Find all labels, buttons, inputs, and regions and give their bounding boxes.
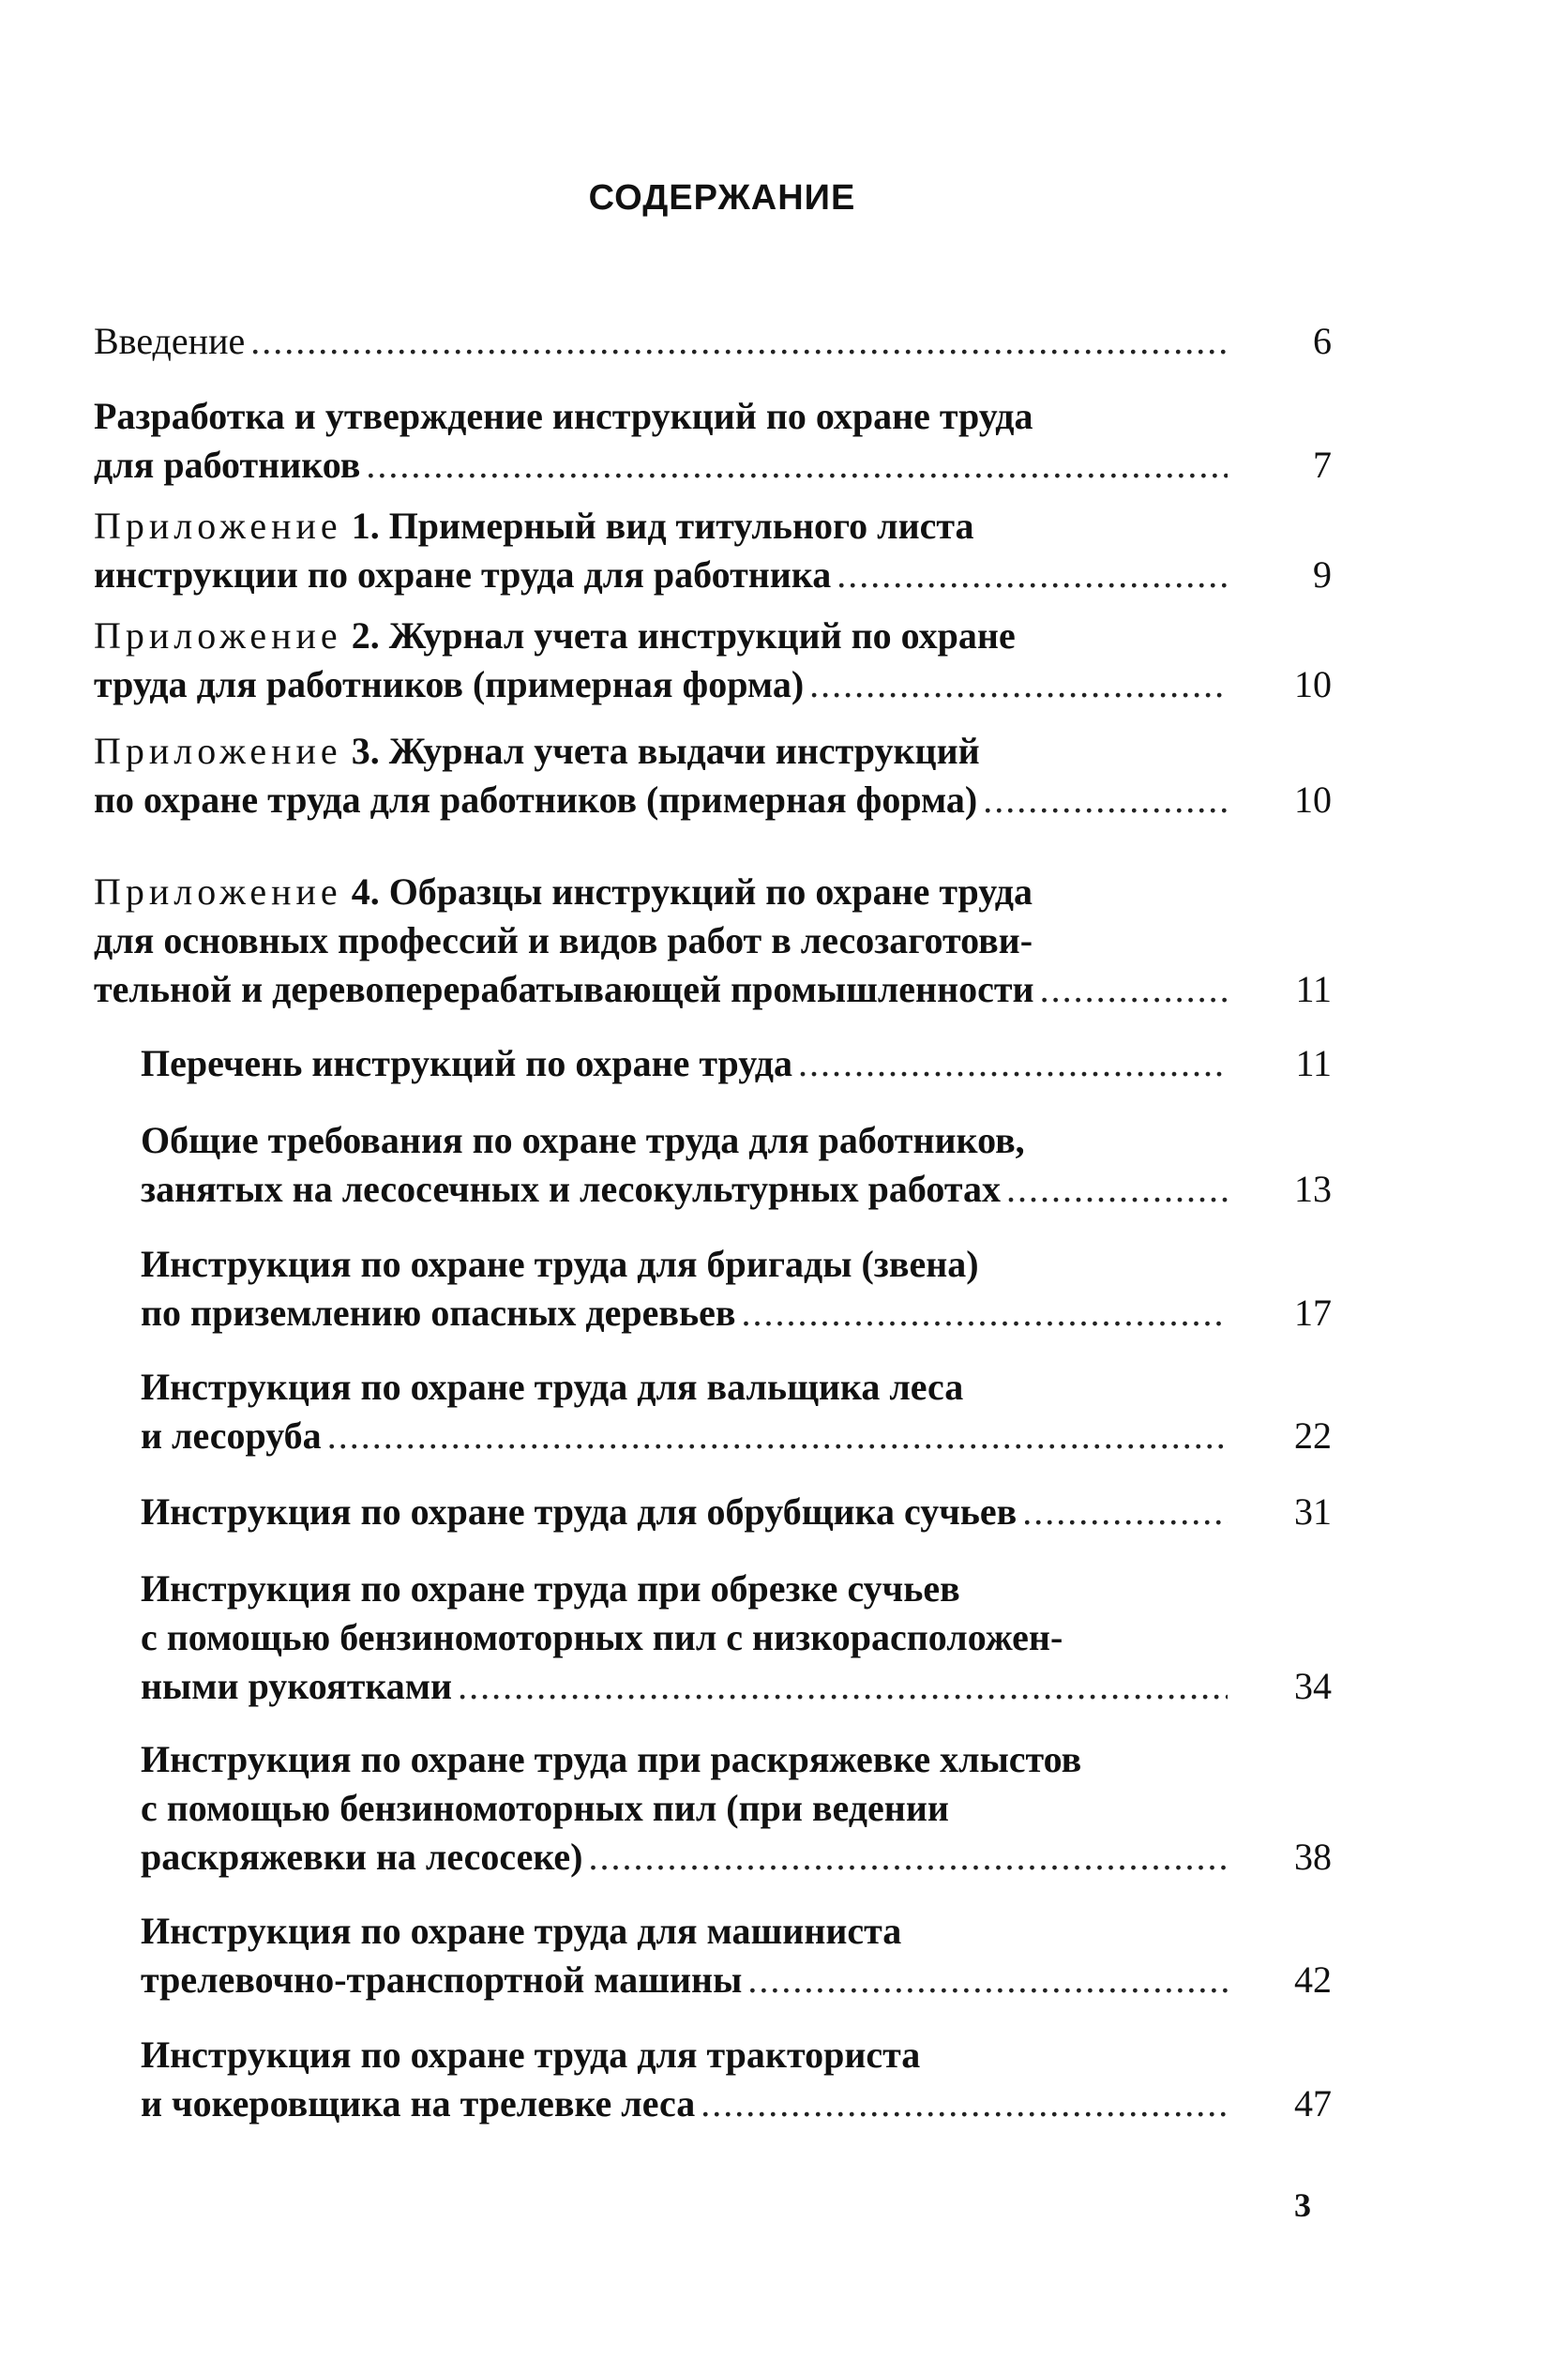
toc-entry-title-line: и лесоруба [141,1414,322,1457]
toc-page-number: 9 [1313,553,1332,596]
toc-entry-title-line: Инструкция по охране труда при обрезке сучьев [141,1567,960,1610]
toc-entry-title: Инструкция по охране труда для обрубщика сучьев [141,1490,1018,1533]
page-folio-number: 3 [1294,2186,1311,2224]
toc-page-number: 34 [1294,1665,1332,1707]
toc-entry-title-line: Общие требования по охране труда для работников, [141,1119,1025,1161]
toc-page-number: 6 [1313,320,1332,362]
toc-entry-title-line: тельной и деревоперерабатывающей промышленности [94,968,1034,1010]
toc-entry-title-line: Инструкция по охране труда для тракториста [141,2034,921,2076]
toc-entry-title-line: с помощью бензиномоторных пил (при ведении [141,1787,949,1829]
dot-leader [250,317,1228,366]
toc-page-number: 7 [1313,444,1332,486]
toc-entry-title-line: для работников [94,444,361,486]
toc-entry-title-line: 2. Журнал учета инструкций по охране [341,614,1016,657]
dot-leader [588,1833,1228,1882]
toc-entry-title-line: Инструкция по охране труда для вальщика леса [141,1366,964,1408]
appendix-label: Приложение [94,614,342,657]
dot-leader [327,1412,1228,1460]
toc-entry-title-line: занятых на лесосечных и лесокультурных работах [141,1168,1001,1210]
toc-entry-title-line: с помощью бензиномоторных пил с низкорасположен- [141,1616,1063,1658]
toc-page-number: 11 [1295,968,1332,1010]
appendix-label: Приложение [94,870,342,913]
toc-entry-title-line: Разработка и утверждение инструкций по охране труда [94,395,1033,437]
dot-leader [1040,965,1228,1014]
toc-page-number: 42 [1294,1958,1332,2001]
dot-leader [366,441,1228,490]
page-title: СОДЕРЖАНИЕ [588,178,856,218]
toc-entry-title-line: инструкции по охране труда для работника [94,553,832,596]
toc-entry-title-line: 4. Образцы инструкций по охране труда [341,870,1033,913]
toc-entry-title-line: труда для работников (примерная форма) [94,663,805,705]
dot-leader [809,660,1228,709]
dot-leader [798,1039,1228,1088]
toc-entry-title-line: Инструкция по охране труда при раскряжевке хлыстов [141,1738,1082,1780]
dot-leader [747,1956,1228,2004]
toc-entry-title-line: раскряжевки на лесосеке) [141,1836,583,1878]
toc-entry-title-line: по приземлению опасных деревьев [141,1292,736,1334]
toc-page-number: 31 [1294,1490,1332,1533]
toc-page-number: 13 [1294,1168,1332,1210]
toc-entry-title-line: Инструкция по охране труда для бригады (звена) [141,1243,979,1285]
toc-page-number: 47 [1294,2082,1332,2125]
toc-entry-title-line: для основных профессий и видов работ в лесозаготови- [94,919,1033,961]
toc-entry-title: Введение [94,320,246,362]
toc-page-number: 38 [1294,1836,1332,1878]
dot-leader [837,551,1228,599]
appendix-label: Приложение [94,730,342,772]
toc-page-number: 22 [1294,1414,1332,1457]
toc-entry-title-line: трелевочно-транспортной машины [141,1958,743,2001]
toc-entry-title-line: по охране труда для работников (примерная форма) [94,779,978,821]
toc-entry-title-line: 3. Журнал учета выдачи инструкций [341,730,980,772]
toc-entry-title-line: и чокеровщика на трелевке леса [141,2082,696,2125]
toc-page-number: 11 [1295,1042,1332,1084]
dot-leader [1006,1165,1228,1214]
dot-leader [1022,1488,1228,1536]
dot-leader [458,1662,1228,1711]
toc-entry-title-line: ными рукоятками [141,1665,453,1707]
dot-leader [983,776,1228,824]
toc-page-number: 10 [1294,663,1332,705]
toc-entry-title-line: Инструкция по охране труда для машиниста [141,1910,902,1952]
toc-page-number: 10 [1294,779,1332,821]
dot-leader [701,2079,1228,2128]
toc-page-number: 17 [1294,1292,1332,1334]
dot-leader [742,1289,1229,1338]
toc-entry-title: Перечень инструкций по охране труда [141,1042,792,1084]
appendix-label: Приложение [94,505,342,547]
toc-entry-title-line: 1. Примерный вид титульного листа [341,505,974,547]
